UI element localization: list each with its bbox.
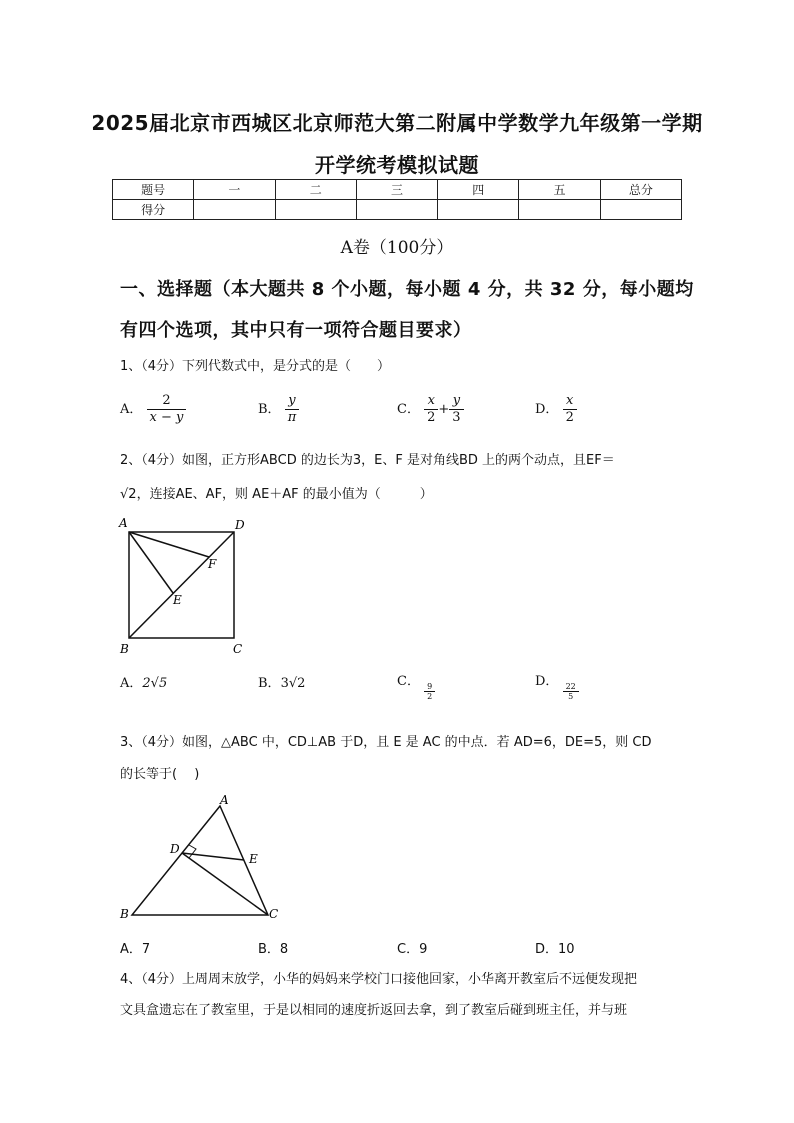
score-blank-cell[interactable] — [600, 200, 681, 220]
denominator: 2 — [427, 410, 436, 425]
option-label: A． — [120, 676, 143, 691]
q3-option-d: D．10 — [535, 942, 575, 957]
q2-option-c — [397, 670, 435, 701]
denominator: x − y — [149, 410, 184, 425]
numerator: y — [449, 393, 463, 410]
score-table — [112, 179, 682, 220]
label-b: B — [120, 642, 129, 656]
right-angle-mark — [189, 845, 196, 858]
denominator: 5 — [568, 692, 574, 701]
denominator: π — [287, 410, 297, 425]
segment-ae — [129, 532, 173, 593]
option-label: B． — [258, 676, 281, 691]
q2-option-a — [120, 672, 167, 691]
numerator: 9 — [424, 682, 435, 692]
score-table-score-row — [113, 200, 682, 220]
score-table-header-row — [113, 180, 682, 200]
option-label: D． — [535, 402, 559, 417]
q3-triangle-figure — [112, 788, 287, 926]
q3-option-b: B．8 — [258, 942, 289, 957]
q2-stem-line1: 2、（4分）如图，正方形ABCD 的边长为3，E、F 是对角线BD 上的两个动点，且EF＝ — [120, 453, 615, 468]
score-cell: 三 — [356, 180, 437, 200]
q1-option-d — [535, 393, 577, 426]
segment-af — [129, 532, 209, 557]
score-blank-cell[interactable] — [275, 200, 356, 220]
label-b: B — [120, 907, 129, 921]
fraction — [285, 393, 300, 426]
label-a: A — [220, 793, 229, 807]
label-e: E — [173, 593, 182, 607]
score-cell: 题号 — [113, 180, 194, 200]
numerator: x — [563, 393, 577, 410]
q3-option-c: C．9 — [397, 942, 428, 957]
exam-title-line1: 2025届北京市西城区北京师范大第二附属中学数学九年级第一学期 — [91, 111, 703, 135]
label-f: F — [208, 557, 217, 571]
q1-option-c — [397, 393, 464, 426]
q3-stem-line1: 3、（4分）如图，△ABC 中，CD⊥AB 于D，且 E 是 AC 的中点．若 AD=6，DE=5，则 CD — [120, 735, 652, 750]
score-cell: 五 — [519, 180, 600, 200]
q1-option-a — [120, 393, 186, 426]
label-c: C — [269, 907, 279, 921]
radical-expression: √2 — [120, 487, 137, 502]
score-blank-cell[interactable] — [438, 200, 519, 220]
exam-title-line2: 开学统考模拟试题 — [315, 153, 479, 177]
score-cell: 一 — [194, 180, 275, 200]
option-label: D． — [535, 674, 559, 689]
q2-stem-text: ，连接AE、AF，则 AE＋AF 的最小值为（ ） — [136, 487, 433, 502]
q1-option-b — [258, 393, 299, 426]
label-d: D — [235, 518, 245, 532]
score-label-cell: 得分 — [113, 200, 194, 220]
label-a: A — [119, 516, 128, 530]
score-cell: 四 — [438, 180, 519, 200]
q4-stem-line2: 文具盒遗忘在了教室里，于是以相同的速度折返回去拿，到了教室后碰到班主任，并与班 — [120, 1003, 628, 1018]
section-a-heading: A卷（100分） — [340, 238, 454, 258]
denominator: 2 — [565, 410, 574, 425]
fraction — [147, 393, 187, 426]
q2-square-figure — [112, 512, 252, 660]
q2-option-d — [535, 670, 579, 701]
label-e: E — [249, 852, 258, 866]
q2-option-b — [258, 672, 305, 691]
fraction — [449, 393, 463, 426]
fraction — [563, 393, 577, 426]
option-label: A． — [120, 402, 143, 417]
option-value: 3√2 — [280, 676, 306, 691]
denominator: 3 — [452, 410, 461, 425]
numerator: 2 — [147, 393, 187, 410]
plus-sign: + — [438, 402, 450, 417]
score-cell: 总分 — [600, 180, 681, 200]
option-label: B． — [258, 402, 281, 417]
denominator: 2 — [427, 692, 433, 701]
score-blank-cell[interactable] — [194, 200, 275, 220]
part1-heading-line1: 一、选择题（本大题共 8 个小题，每小题 4 分，共 32 分，每小题均 — [120, 279, 694, 300]
score-cell: 二 — [275, 180, 356, 200]
triangle-abc — [132, 806, 268, 915]
fraction — [424, 393, 438, 426]
fraction — [563, 682, 579, 701]
fraction — [424, 682, 435, 701]
q3-stem-line2: 的长等于( ) — [120, 767, 200, 782]
q2-stem-line2 — [120, 483, 433, 502]
option-value: 2√5 — [142, 676, 168, 691]
q4-stem-line1: 4、（4分）上周周末放学，小华的妈妈来学校门口接他回家，小华离开教室后不远便发现把 — [120, 972, 638, 987]
option-label: C． — [397, 674, 420, 689]
part1-heading-line2: 有四个选项，其中只有一项符合题目要求） — [120, 320, 472, 341]
numerator: 22 — [563, 682, 579, 692]
label-d: D — [170, 842, 180, 856]
option-label: C． — [397, 402, 420, 417]
numerator: y — [285, 393, 300, 410]
q3-option-a: A．7 — [120, 942, 151, 957]
q1-stem: 1、（4分）下列代数式中，是分式的是（ ） — [120, 359, 391, 374]
numerator: x — [424, 393, 438, 410]
label-c: C — [233, 642, 243, 656]
score-blank-cell[interactable] — [519, 200, 600, 220]
score-blank-cell[interactable] — [356, 200, 437, 220]
